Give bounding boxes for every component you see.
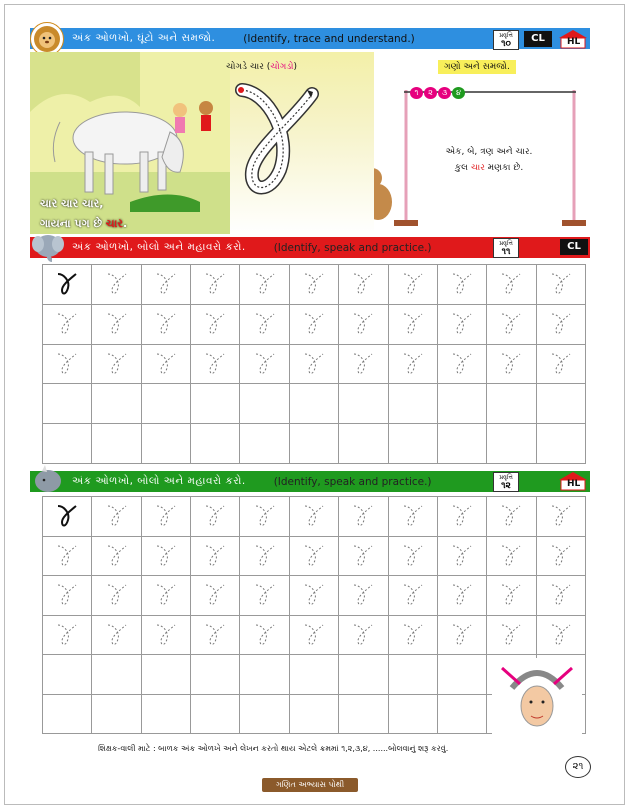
practice-cell[interactable] bbox=[290, 695, 339, 735]
practice-cell[interactable] bbox=[191, 616, 240, 656]
digit-4-trace bbox=[106, 311, 128, 337]
digit-4-trace bbox=[451, 311, 473, 337]
digit-4-trace bbox=[303, 622, 325, 648]
shape-label bbox=[226, 62, 297, 72]
bead: ૧ bbox=[410, 87, 423, 99]
digit-4-trace bbox=[402, 582, 424, 608]
practice-cell[interactable] bbox=[487, 424, 536, 464]
practice-cell[interactable] bbox=[290, 537, 339, 577]
teacher-note: શિક્ષક-વાલી માટે : બાળક અંક ઓળખે અને લેખન કરતો થાય એટલે ક્રમમાં ૧,૨,૩,૪, ......બોલવાનું શરૂ કરવું. bbox=[98, 744, 449, 753]
practice-cell[interactable] bbox=[142, 576, 191, 616]
digit-4-trace bbox=[106, 271, 128, 297]
digit-4-trace bbox=[451, 351, 473, 377]
practice-cell[interactable] bbox=[191, 345, 240, 385]
practice-cell[interactable] bbox=[92, 497, 141, 537]
digit-4-trace bbox=[500, 582, 522, 608]
poem bbox=[40, 194, 127, 234]
practice-cell[interactable] bbox=[339, 305, 388, 345]
section1-hl-house-icon bbox=[557, 29, 589, 49]
practice-cell[interactable] bbox=[339, 384, 388, 424]
practice-cell[interactable] bbox=[43, 345, 92, 385]
practice-cell[interactable] bbox=[339, 345, 388, 385]
digit-4-trace bbox=[56, 351, 78, 377]
practice-cell[interactable] bbox=[191, 265, 240, 305]
elephant-icon bbox=[32, 232, 64, 262]
rhino-icon bbox=[32, 465, 64, 495]
digit-4-trace bbox=[155, 622, 177, 648]
practice-cell[interactable] bbox=[389, 345, 438, 385]
bead: ૩ bbox=[438, 87, 451, 99]
practice-cell[interactable] bbox=[290, 655, 339, 695]
section2-cl-badge: CL bbox=[560, 239, 588, 255]
practice-cell[interactable] bbox=[142, 695, 191, 735]
practice-cell[interactable] bbox=[240, 305, 289, 345]
digit-4-trace bbox=[352, 311, 374, 337]
practice-cell[interactable] bbox=[43, 576, 92, 616]
practice-cell[interactable] bbox=[290, 265, 339, 305]
poem-line2-post: . bbox=[122, 217, 128, 230]
beads-row bbox=[410, 87, 465, 99]
digit-4-trace bbox=[254, 351, 276, 377]
digit-4-trace bbox=[550, 582, 572, 608]
count-line2 bbox=[424, 160, 554, 176]
digit-4-trace bbox=[451, 582, 473, 608]
section3-title-gu: અંક ઓળખો, બોલો અને મહાવરો કરો. bbox=[72, 475, 246, 487]
practice-cell[interactable] bbox=[43, 384, 92, 424]
practice-cell[interactable] bbox=[142, 384, 191, 424]
bead-counting-panel bbox=[374, 52, 590, 234]
practice-cell[interactable] bbox=[339, 576, 388, 616]
digit-4-trace bbox=[155, 543, 177, 569]
digit-4-trace bbox=[204, 622, 226, 648]
count-line2-post: મણકા છે. bbox=[484, 163, 524, 173]
practice-cell[interactable] bbox=[339, 265, 388, 305]
girl-face-icon bbox=[492, 658, 582, 734]
section1-title-gu: અંક ઓળખો, ઘૂંટો અને સમજો. bbox=[72, 32, 216, 44]
section2-title-en: (Identify, speak and practice.) bbox=[273, 241, 432, 254]
digit-4-trace bbox=[106, 351, 128, 377]
practice-cell[interactable] bbox=[290, 616, 339, 656]
digit-4-trace bbox=[550, 543, 572, 569]
digit-4-trace bbox=[352, 622, 374, 648]
count-line1: એક, બે, ત્રણ અને ચાર. bbox=[445, 147, 533, 157]
section3-title-en: (Identify, speak and practice.) bbox=[273, 475, 432, 488]
practice-cell[interactable] bbox=[43, 265, 92, 305]
digit-4-trace bbox=[352, 271, 374, 297]
poem-line2-pre: ગાયના પગ છે bbox=[40, 217, 106, 230]
practice-grid-1 bbox=[42, 264, 586, 464]
digit-4-trace bbox=[106, 622, 128, 648]
practice-cell[interactable] bbox=[240, 497, 289, 537]
practice-cell[interactable] bbox=[487, 576, 536, 616]
digit-4-trace bbox=[402, 271, 424, 297]
practice-cell[interactable] bbox=[191, 655, 240, 695]
practice-cell[interactable] bbox=[43, 424, 92, 464]
trace-digit-4-large bbox=[238, 87, 313, 188]
practice-cell[interactable] bbox=[290, 576, 339, 616]
practice-cell[interactable] bbox=[438, 265, 487, 305]
digit-4-trace bbox=[550, 271, 572, 297]
practice-cell[interactable] bbox=[240, 424, 289, 464]
poem-line2 bbox=[40, 214, 127, 234]
digit-4-trace bbox=[254, 582, 276, 608]
cow-scene-panel bbox=[30, 52, 374, 234]
hl-label: HL bbox=[567, 479, 581, 489]
count-line2-word: ચાર bbox=[470, 163, 485, 173]
practice-cell[interactable] bbox=[339, 497, 388, 537]
practice-cell[interactable] bbox=[290, 305, 339, 345]
digit-4-trace bbox=[550, 503, 572, 529]
practice-cell[interactable] bbox=[43, 616, 92, 656]
practice-cell[interactable] bbox=[142, 537, 191, 577]
digit-4-trace bbox=[500, 311, 522, 337]
practice-cell[interactable] bbox=[537, 616, 586, 656]
practice-cell[interactable] bbox=[142, 424, 191, 464]
digit-4-trace bbox=[303, 582, 325, 608]
digit-4-trace bbox=[402, 543, 424, 569]
practice-cell[interactable] bbox=[240, 265, 289, 305]
practice-cell[interactable] bbox=[142, 265, 191, 305]
shape-label-post: ) bbox=[293, 62, 297, 72]
practice-cell[interactable] bbox=[339, 695, 388, 735]
digit-4-trace bbox=[204, 351, 226, 377]
digit-4-trace bbox=[155, 582, 177, 608]
digit-4-trace bbox=[451, 622, 473, 648]
practice-cell[interactable] bbox=[389, 537, 438, 577]
digit-4-trace bbox=[106, 543, 128, 569]
section1-cl-badge: CL bbox=[524, 31, 552, 47]
practice-cell[interactable] bbox=[438, 616, 487, 656]
practice-cell[interactable] bbox=[191, 537, 240, 577]
practice-cell[interactable] bbox=[537, 305, 586, 345]
digit-4-trace bbox=[303, 543, 325, 569]
practice-cell[interactable] bbox=[339, 616, 388, 656]
practice-cell[interactable] bbox=[438, 384, 487, 424]
bead: ૪ bbox=[452, 87, 465, 99]
practice-cell[interactable] bbox=[43, 537, 92, 577]
count-line2-pre: કુલ bbox=[454, 163, 471, 173]
digit-4-trace bbox=[56, 582, 78, 608]
hl-label: HL bbox=[567, 37, 581, 47]
practice-cell[interactable] bbox=[240, 537, 289, 577]
practice-cell[interactable] bbox=[142, 345, 191, 385]
activity-label: પ્રવૃત્તિ bbox=[499, 32, 513, 39]
digit-4-trace bbox=[106, 582, 128, 608]
practice-cell[interactable] bbox=[389, 424, 438, 464]
digit-4-trace bbox=[204, 503, 226, 529]
digit-4-trace bbox=[451, 271, 473, 297]
page-number: ૨૧ bbox=[565, 756, 591, 778]
practice-cell[interactable] bbox=[43, 497, 92, 537]
practice-cell[interactable] bbox=[339, 424, 388, 464]
practice-cell[interactable] bbox=[142, 305, 191, 345]
practice-cell[interactable] bbox=[92, 695, 141, 735]
digit-4-trace bbox=[402, 351, 424, 377]
practice-cell[interactable] bbox=[438, 576, 487, 616]
digit-4-trace bbox=[204, 543, 226, 569]
practice-cell[interactable] bbox=[438, 655, 487, 695]
practice-cell[interactable] bbox=[240, 655, 289, 695]
practice-cell[interactable] bbox=[389, 576, 438, 616]
poem-line2-word: ચાર bbox=[105, 217, 123, 230]
practice-cell[interactable] bbox=[339, 655, 388, 695]
practice-cell[interactable] bbox=[438, 497, 487, 537]
book-title-banner: ગણિત અભ્યાસ પોથી bbox=[262, 778, 358, 792]
practice-cell[interactable] bbox=[191, 305, 240, 345]
practice-cell[interactable] bbox=[142, 497, 191, 537]
practice-cell[interactable] bbox=[487, 537, 536, 577]
practice-cell[interactable] bbox=[537, 265, 586, 305]
practice-cell[interactable] bbox=[92, 345, 141, 385]
digit-4-trace bbox=[303, 351, 325, 377]
digit-4-trace bbox=[500, 543, 522, 569]
practice-cell[interactable] bbox=[389, 616, 438, 656]
digit-4-trace bbox=[155, 311, 177, 337]
activity-number: ૧૨ bbox=[501, 481, 511, 491]
section3-hl-house-icon bbox=[557, 471, 589, 491]
count-text bbox=[424, 144, 554, 176]
practice-cell[interactable] bbox=[438, 305, 487, 345]
activity-label: પ્રવૃત્તિ bbox=[499, 240, 513, 247]
digit-4-trace bbox=[254, 271, 276, 297]
lion-icon bbox=[30, 22, 64, 56]
digit-4-trace bbox=[451, 543, 473, 569]
shape-label-word: ચોગડો bbox=[270, 62, 294, 72]
practice-cell[interactable] bbox=[240, 576, 289, 616]
digit-4-trace bbox=[56, 622, 78, 648]
digit-4-trace bbox=[155, 271, 177, 297]
digit-4-trace bbox=[402, 311, 424, 337]
digit-4-trace bbox=[451, 503, 473, 529]
practice-cell[interactable] bbox=[43, 305, 92, 345]
practice-cell[interactable] bbox=[537, 384, 586, 424]
practice-cell[interactable] bbox=[191, 576, 240, 616]
practice-cell[interactable] bbox=[339, 537, 388, 577]
practice-cell[interactable] bbox=[142, 655, 191, 695]
digit-4-trace bbox=[254, 622, 276, 648]
digit-4-trace bbox=[56, 311, 78, 337]
practice-cell[interactable] bbox=[290, 345, 339, 385]
digit-4-trace bbox=[352, 543, 374, 569]
section3-activity-tag bbox=[493, 472, 519, 492]
practice-cell[interactable] bbox=[240, 384, 289, 424]
practice-cell[interactable] bbox=[92, 265, 141, 305]
practice-cell[interactable] bbox=[389, 655, 438, 695]
practice-cell[interactable] bbox=[389, 497, 438, 537]
digit-4-trace bbox=[352, 582, 374, 608]
practice-cell[interactable] bbox=[290, 497, 339, 537]
digit-4-trace bbox=[500, 503, 522, 529]
practice-cell[interactable] bbox=[438, 424, 487, 464]
practice-cell[interactable] bbox=[537, 424, 586, 464]
digit-4-trace bbox=[550, 311, 572, 337]
digit-4-trace bbox=[204, 271, 226, 297]
practice-cell[interactable] bbox=[92, 537, 141, 577]
digit-4-trace bbox=[254, 311, 276, 337]
digit-4-trace bbox=[402, 622, 424, 648]
practice-cell[interactable] bbox=[92, 576, 141, 616]
practice-cell[interactable] bbox=[389, 305, 438, 345]
practice-cell[interactable] bbox=[92, 616, 141, 656]
digit-4-trace bbox=[352, 503, 374, 529]
digit-4-model bbox=[56, 271, 78, 297]
poem-line1: ચાર ચાર ચાર, bbox=[40, 197, 104, 210]
practice-cell[interactable] bbox=[438, 345, 487, 385]
activity-number: ૧૧ bbox=[501, 247, 511, 257]
digit-4-trace bbox=[204, 582, 226, 608]
shape-label-pre: ચોગડે ચાર ( bbox=[226, 62, 271, 72]
section1-activity-tag bbox=[493, 30, 519, 50]
digit-4-trace bbox=[550, 351, 572, 377]
digit-4-trace bbox=[303, 271, 325, 297]
section1-title-en: (Identify, trace and understand.) bbox=[243, 32, 415, 45]
digit-4-trace bbox=[402, 503, 424, 529]
count-title: ગણો અને સમજો. bbox=[438, 60, 516, 74]
practice-cell[interactable] bbox=[43, 655, 92, 695]
practice-cell[interactable] bbox=[487, 345, 536, 385]
digit-4-trace bbox=[155, 503, 177, 529]
practice-cell[interactable] bbox=[142, 616, 191, 656]
practice-cell[interactable] bbox=[389, 695, 438, 735]
practice-cell[interactable] bbox=[438, 695, 487, 735]
practice-cell[interactable] bbox=[487, 384, 536, 424]
practice-cell[interactable] bbox=[240, 616, 289, 656]
practice-cell[interactable] bbox=[290, 424, 339, 464]
activity-label: પ્રવૃત્તિ bbox=[499, 474, 513, 481]
practice-cell[interactable] bbox=[537, 497, 586, 537]
digit-4-trace bbox=[500, 271, 522, 297]
practice-cell[interactable] bbox=[537, 537, 586, 577]
practice-cell[interactable] bbox=[92, 655, 141, 695]
digit-4-trace bbox=[500, 351, 522, 377]
digit-4-trace bbox=[500, 622, 522, 648]
digit-4-trace bbox=[550, 622, 572, 648]
practice-cell[interactable] bbox=[240, 345, 289, 385]
abacus-stand bbox=[374, 52, 590, 234]
practice-cell[interactable] bbox=[43, 695, 92, 735]
digit-4-model bbox=[56, 503, 78, 529]
practice-cell[interactable] bbox=[191, 695, 240, 735]
bead: ૨ bbox=[424, 87, 437, 99]
digit-4-trace bbox=[204, 311, 226, 337]
practice-cell[interactable] bbox=[537, 345, 586, 385]
practice-cell[interactable] bbox=[191, 384, 240, 424]
practice-cell[interactable] bbox=[92, 424, 141, 464]
practice-cell[interactable] bbox=[240, 695, 289, 735]
practice-cell[interactable] bbox=[92, 305, 141, 345]
digit-4-trace bbox=[303, 503, 325, 529]
practice-cell[interactable] bbox=[191, 424, 240, 464]
digit-4-trace bbox=[254, 503, 276, 529]
digit-4-trace bbox=[352, 351, 374, 377]
practice-cell[interactable] bbox=[290, 384, 339, 424]
practice-cell[interactable] bbox=[537, 576, 586, 616]
digit-4-trace bbox=[254, 543, 276, 569]
practice-cell[interactable] bbox=[487, 305, 536, 345]
practice-cell[interactable] bbox=[487, 265, 536, 305]
section2-title-gu: અંક ઓળખો, બોલો અને મહાવરો કરો. bbox=[72, 241, 246, 253]
activity-number: ૧૦ bbox=[501, 39, 511, 49]
digit-4-trace bbox=[106, 503, 128, 529]
practice-cell[interactable] bbox=[92, 384, 141, 424]
practice-cell[interactable] bbox=[487, 616, 536, 656]
practice-cell[interactable] bbox=[487, 497, 536, 537]
practice-cell[interactable] bbox=[191, 497, 240, 537]
digit-4-trace bbox=[56, 543, 78, 569]
digit-4-trace bbox=[303, 311, 325, 337]
mouse-icon bbox=[374, 165, 392, 220]
practice-cell[interactable] bbox=[389, 265, 438, 305]
practice-cell[interactable] bbox=[438, 537, 487, 577]
digit-4-trace bbox=[155, 351, 177, 377]
practice-cell[interactable] bbox=[389, 384, 438, 424]
section2-activity-tag bbox=[493, 238, 519, 258]
